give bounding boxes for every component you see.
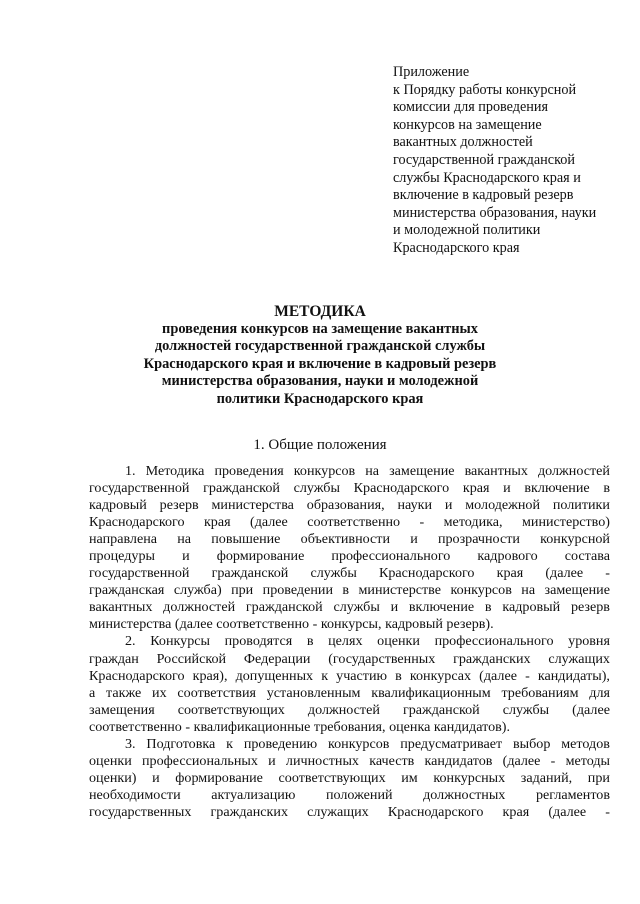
- paragraph: [89, 463, 610, 633]
- word: их: [152, 684, 167, 701]
- subtitle-line: должностей государственной гражданской службы: [154, 338, 486, 355]
- paragraph-line: [89, 804, 610, 821]
- body-text: [89, 463, 610, 821]
- annex-line: Краснодарского края: [393, 239, 520, 256]
- paragraph-line: [89, 753, 610, 770]
- word: методов: [561, 735, 610, 752]
- word: граждан: [89, 650, 139, 667]
- word: соответствующих: [278, 769, 386, 786]
- word: соответственно: [307, 514, 401, 531]
- word: к: [226, 735, 233, 752]
- word: гражданских: [453, 650, 531, 667]
- word: выбор: [513, 735, 551, 752]
- word: молодежной: [465, 497, 540, 514]
- word: на: [177, 531, 192, 548]
- word: (далее: [548, 803, 587, 820]
- word: 2.: [125, 633, 136, 650]
- paragraph-line: [89, 668, 610, 685]
- word: Краснодарского: [387, 803, 484, 820]
- word: оценки: [377, 633, 420, 650]
- word: (далее: [479, 667, 517, 684]
- paragraph-line: [89, 633, 610, 650]
- word: регламентов: [535, 786, 610, 803]
- annex-line: конкурсов на замещение: [393, 116, 542, 133]
- word: соответствующих: [177, 701, 285, 718]
- word: (далее: [572, 701, 610, 718]
- word: методика,: [443, 514, 503, 531]
- subtitle-line: министерства образования, науки и молодежной: [161, 373, 479, 390]
- word: края: [462, 480, 490, 497]
- word: формирование: [175, 769, 263, 786]
- word: кандидатов: [424, 752, 493, 769]
- paragraph-line: соответственно - квалификационные требования, оценка кандидатов).: [89, 718, 510, 735]
- word: в: [484, 599, 492, 616]
- word: направлена: [89, 531, 158, 548]
- annex-line: вакантных должностей: [393, 134, 533, 151]
- word: качеств: [369, 752, 415, 769]
- annex-line: включение в кадровый резерв: [393, 187, 574, 204]
- word: вакантных: [89, 599, 153, 616]
- word: положений: [325, 786, 393, 803]
- word: должностей: [307, 701, 380, 718]
- word: а: [89, 684, 96, 701]
- word: включение: [524, 480, 590, 497]
- word: службы: [310, 565, 357, 582]
- paragraph-line: [89, 480, 610, 497]
- word: кадровый: [89, 497, 147, 514]
- word: кандидаты),: [537, 667, 610, 684]
- word: Конкурсы: [150, 633, 210, 650]
- word: участию: [336, 667, 388, 684]
- word: и: [152, 769, 160, 786]
- word: предусматривает: [400, 735, 503, 752]
- word: служащих: [307, 803, 369, 820]
- word: политики: [552, 497, 610, 514]
- word: 3.: [125, 735, 136, 752]
- word: проведению: [243, 735, 318, 752]
- word: служба): [173, 582, 222, 599]
- word: в: [342, 582, 350, 599]
- word: -: [605, 803, 610, 820]
- word: квалификационным: [371, 684, 491, 701]
- word: Федерации: [243, 650, 311, 667]
- annex-line: и молодежной политики: [393, 222, 541, 239]
- word: необходимости: [89, 786, 181, 803]
- word: вакантных: [464, 463, 528, 479]
- word: профессиональных: [142, 752, 258, 769]
- word: и: [503, 480, 511, 497]
- word: -: [605, 565, 610, 582]
- word: -: [525, 667, 530, 684]
- paragraph-line: [89, 702, 610, 719]
- word: замещение: [544, 582, 610, 599]
- word: резерв: [570, 599, 610, 616]
- word: конкурсной: [540, 531, 610, 548]
- word: при: [587, 769, 610, 786]
- word: актуализацию: [211, 786, 296, 803]
- word: профессионального: [331, 548, 451, 565]
- annex-line: Приложение: [393, 64, 470, 80]
- word: (далее: [250, 514, 288, 531]
- paragraph-line: [89, 565, 610, 582]
- word: проведения: [214, 463, 284, 479]
- paragraph-line: [89, 514, 610, 531]
- paragraph: [89, 633, 610, 735]
- word: при: [231, 582, 254, 599]
- word: края: [496, 565, 524, 582]
- annex-line: министерства образования, науки: [393, 204, 597, 221]
- paragraph-line: [89, 582, 610, 599]
- word: (государственных: [328, 650, 436, 667]
- section-heading: 1. Общие положения: [253, 437, 387, 453]
- annex-line: к Порядку работы конкурсной: [393, 81, 577, 98]
- word: Российской: [156, 650, 227, 667]
- word: установленным: [266, 684, 361, 701]
- paragraph-line: [89, 599, 610, 616]
- word: соответствия: [177, 684, 256, 701]
- annex-line: службы Краснодарского края и: [393, 169, 581, 186]
- word: прозрачности: [437, 531, 520, 548]
- word: должностных: [423, 786, 506, 803]
- word: замещения: [89, 701, 155, 718]
- word: на: [365, 463, 380, 479]
- paragraph-line: [89, 685, 610, 702]
- word: процедуры: [89, 548, 155, 565]
- word: (далее: [502, 752, 541, 769]
- paragraph: [89, 736, 610, 821]
- word: кадровый: [502, 599, 561, 616]
- word: Краснодарского: [378, 565, 475, 582]
- word: конкурсных: [433, 769, 506, 786]
- paragraph-line: [89, 463, 610, 480]
- subtitle-line: проведения конкурсов на замещение вакантных: [162, 321, 478, 337]
- word: министерства: [211, 497, 294, 514]
- paragraph-line: [89, 651, 610, 668]
- word: в: [603, 480, 610, 497]
- word: методы: [565, 752, 610, 769]
- word: личностных: [285, 752, 359, 769]
- document-title: МЕТОДИКА: [274, 303, 366, 320]
- word: гражданской: [211, 565, 289, 582]
- word: -: [419, 514, 425, 531]
- word: службы: [293, 480, 340, 497]
- word: проведении: [262, 582, 333, 599]
- word: проводятся: [224, 633, 293, 650]
- word: края: [203, 514, 231, 531]
- word: допущенных: [235, 667, 314, 684]
- paragraph-line: [89, 497, 610, 514]
- annex-line: комиссии для проведения: [393, 99, 548, 116]
- word: конкурсов: [450, 582, 512, 599]
- word: замещение: [389, 463, 455, 479]
- word: в: [395, 667, 402, 684]
- word: (далее: [545, 565, 584, 582]
- word: должностей: [163, 599, 236, 616]
- word: заданий,: [520, 769, 573, 786]
- document-subtitle: [0, 321, 640, 408]
- word: службы: [333, 599, 380, 616]
- word: уровня: [568, 633, 610, 650]
- word: и: [268, 752, 276, 769]
- word: конкурсах: [409, 667, 472, 684]
- word: государственной: [89, 565, 190, 582]
- word: им: [401, 769, 418, 786]
- word: оценки: [89, 752, 132, 769]
- word: и: [182, 548, 190, 565]
- word: гражданских: [210, 803, 288, 820]
- word: конкурсов: [293, 463, 356, 479]
- word: гражданской: [402, 701, 480, 718]
- word: включение: [408, 599, 475, 616]
- word: на: [521, 582, 536, 599]
- word: к: [321, 667, 329, 684]
- word: министерстве: [358, 582, 442, 599]
- word: гражданской: [203, 480, 280, 497]
- word: образования,: [306, 497, 385, 514]
- word: края: [502, 803, 530, 820]
- word: должностей: [537, 463, 610, 479]
- paragraph-line: [89, 736, 610, 753]
- word: кадрового: [477, 548, 538, 565]
- subtitle-line: Краснодарского края и включение в кадровый резерв: [143, 355, 497, 372]
- subtitle-line: политики Краснодарского края: [216, 390, 424, 407]
- word: для: [589, 684, 610, 701]
- word: целях: [328, 633, 363, 650]
- word: Краснодарского: [89, 514, 185, 531]
- word: Подготовка: [146, 735, 216, 752]
- word: и: [444, 497, 453, 514]
- paragraph-line: министерства (далее соответственно - конкурсы, кадровый резерв).: [89, 616, 494, 633]
- document-title-block: [0, 302, 640, 408]
- paragraph-line: [89, 531, 610, 548]
- word: также: [106, 684, 142, 701]
- word: службы: [502, 701, 550, 718]
- word: в: [306, 633, 314, 650]
- word: государственной: [89, 480, 190, 497]
- word: и: [390, 599, 399, 616]
- word: служащих: [548, 650, 610, 667]
- word: Методика: [145, 463, 205, 479]
- word: 1.: [125, 463, 136, 479]
- word: оценки): [89, 769, 137, 786]
- word: состава: [564, 548, 610, 565]
- word: Краснодарского: [353, 480, 450, 497]
- word: гражданская: [89, 582, 165, 599]
- word: и: [410, 531, 418, 548]
- word: края),: [192, 667, 228, 684]
- word: резерв: [159, 497, 199, 514]
- word: -: [550, 752, 556, 769]
- word: повышение: [211, 531, 281, 548]
- annex-line: государственной гражданской: [393, 151, 575, 168]
- word: профессионального: [434, 633, 554, 650]
- word: государственных: [89, 803, 192, 820]
- annex-block: [393, 64, 628, 258]
- word: Краснодарского: [89, 667, 185, 684]
- word: гражданской: [245, 599, 323, 616]
- word: объективности: [300, 531, 390, 548]
- paragraph-line: [89, 770, 610, 787]
- word: формирование: [216, 548, 305, 565]
- paragraph-line: [89, 548, 610, 565]
- word: требованиям: [501, 684, 579, 701]
- word: министерство): [521, 514, 610, 531]
- word: науки: [397, 497, 433, 514]
- word: конкурсов: [328, 735, 390, 752]
- paragraph-line: [89, 787, 610, 804]
